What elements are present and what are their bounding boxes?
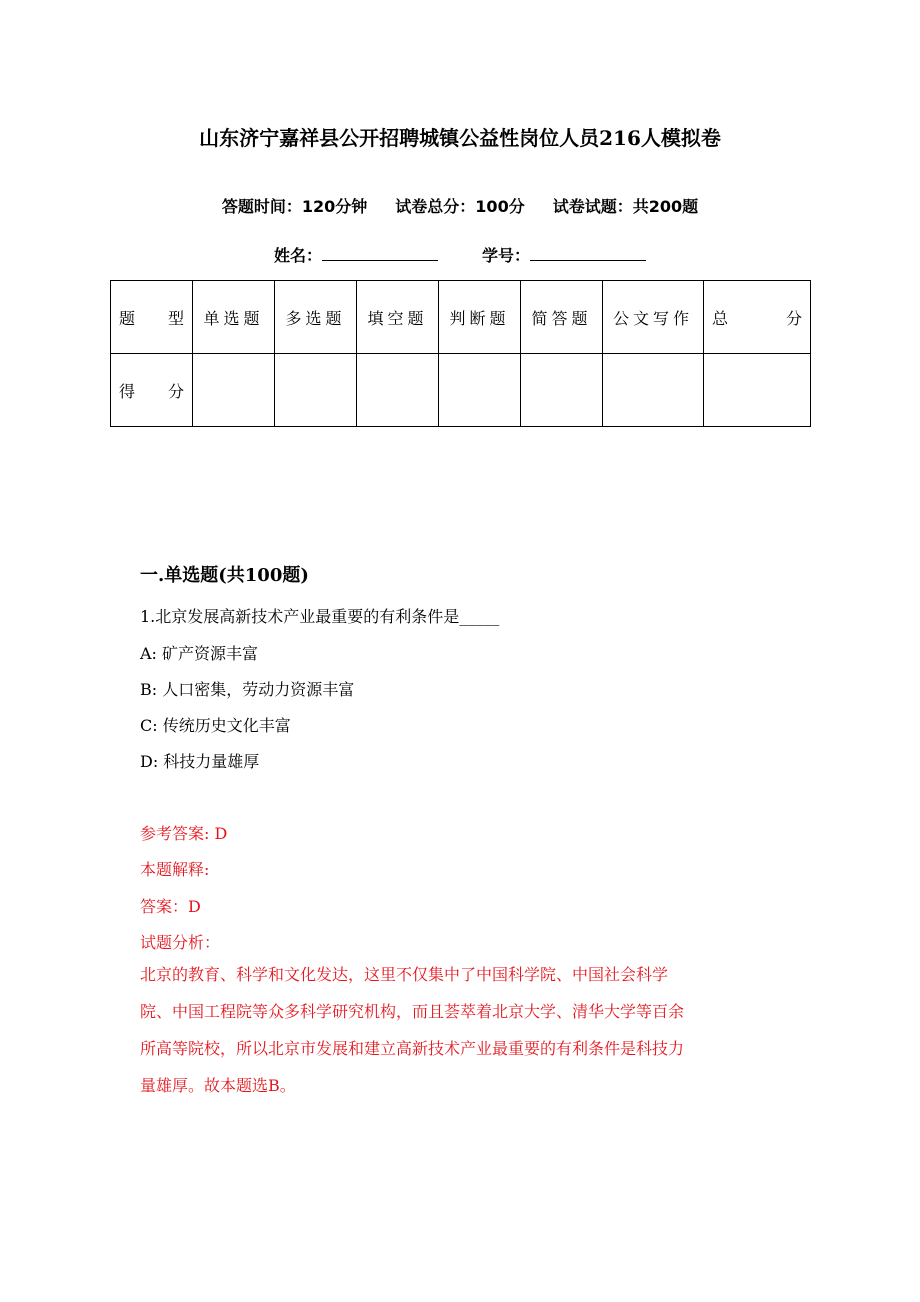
exam-time: 答题时间：120分钟 — [221, 197, 368, 216]
question-stem: 1.北京发展高新技术产业最重要的有利条件是_____ — [140, 607, 500, 626]
header-cell-official-writing: 公文写作 — [603, 281, 704, 354]
analysis-line: 所高等院校，所以北京市发展和建立高新技术产业最重要的有利条件是科技力 — [140, 1039, 685, 1058]
name-label: 姓名： — [273, 246, 322, 265]
option-a[interactable]: A: 矿产资源丰富 — [140, 644, 259, 663]
option-b[interactable]: B: 人口密集，劳动力资源丰富 — [140, 680, 355, 699]
score-cell[interactable] — [521, 354, 603, 427]
page-title: 山东济宁嘉祥县公开招聘城镇公益性岗位人员216人模拟卷 — [199, 126, 721, 150]
score-cell[interactable] — [439, 354, 521, 427]
header-cell-total: 总 分 — [704, 281, 811, 354]
analysis-line: 北京的教育、科学和文化发达，这里不仅集中了中国科学院、中国社会科学 — [140, 965, 669, 984]
student-id-blank[interactable] — [530, 246, 646, 261]
header-cell-type: 题 型 — [111, 281, 193, 354]
score-cell[interactable] — [193, 354, 275, 427]
score-row-label: 得 分 — [111, 354, 193, 427]
exam-question-count: 试卷试题：共200题 — [552, 197, 699, 216]
exam-total-score: 试卷总分：100分 — [395, 197, 525, 216]
header-cell-single-choice: 单选题 — [193, 281, 275, 354]
score-table — [110, 280, 811, 427]
analysis-line: 院、中国工程院等众多科学研究机构，而且荟萃着北京大学、清华大学等百余 — [140, 1002, 685, 1021]
explanation-label: 本题解释: — [140, 860, 210, 879]
analysis-label: 试题分析： — [140, 933, 221, 952]
answer-line: 答案：D — [140, 897, 201, 916]
student-info — [0, 243, 920, 266]
score-cell[interactable] — [275, 354, 357, 427]
name-blank[interactable] — [322, 246, 438, 261]
header-cell-fill-blank: 填空题 — [357, 281, 439, 354]
option-d[interactable]: D: 科技力量雄厚 — [140, 752, 260, 771]
score-cell[interactable] — [704, 354, 811, 427]
analysis-text — [140, 960, 780, 1108]
score-table-score-row — [111, 354, 811, 427]
option-c[interactable]: C: 传统历史文化丰富 — [140, 716, 291, 735]
header-cell-short-answer: 简答题 — [521, 281, 603, 354]
analysis-line: 量雄厚。故本题选B。 — [140, 1076, 296, 1095]
section-heading: 一.单选题(共100题) — [140, 565, 309, 586]
header-cell-multi-choice: 多选题 — [275, 281, 357, 354]
exam-info — [0, 194, 920, 217]
header-cell-true-false: 判断题 — [439, 281, 521, 354]
score-cell[interactable] — [603, 354, 704, 427]
score-cell[interactable] — [357, 354, 439, 427]
reference-answer: 参考答案: D — [140, 824, 228, 843]
score-table-header-row — [111, 281, 811, 354]
student-id-label: 学号： — [482, 246, 531, 265]
